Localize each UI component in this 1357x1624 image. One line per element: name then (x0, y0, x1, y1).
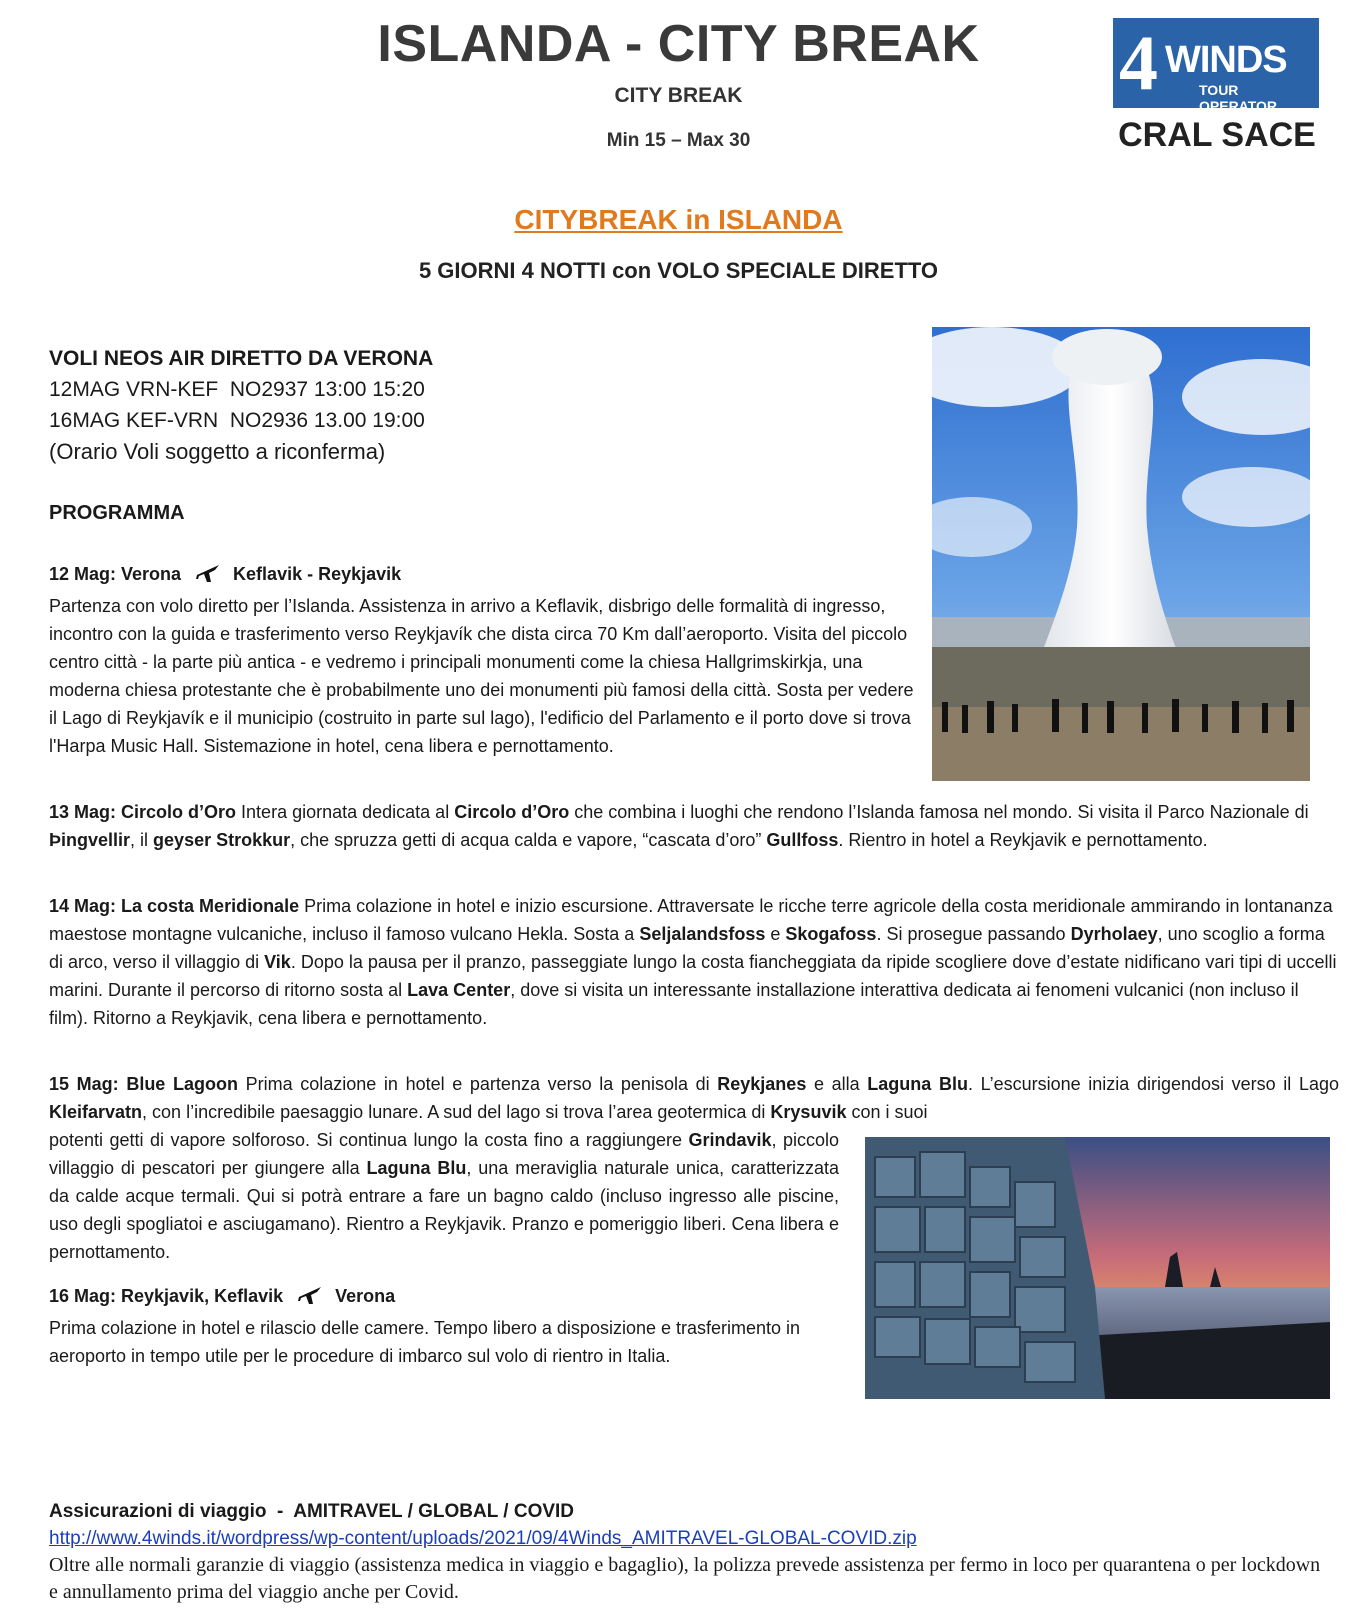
logo-number: 4 (1119, 19, 1158, 106)
day-1-from: 12 Mag: Verona (49, 564, 182, 584)
black-beach-photo (865, 1137, 1330, 1399)
insurance-heading: Assicurazioni di viaggio - AMITRAVEL / GLOBAL / COVID (49, 1501, 575, 1522)
day-4-text: con i suoi (846, 1102, 928, 1122)
day-4-text: . L’escursione inizia dirigendosi verso il Lago (967, 1074, 1339, 1094)
geyser-photo (932, 327, 1310, 781)
day-4-text: , con l’incredibile paesaggio lunare. A sud del lago si trova l’area geotermica di (142, 1102, 771, 1122)
day-4-text: , una meraviglia naturale unica, caratterizzata da calde acque termali. Qui si potrà entrare a fare un bagno caldo (incluso ingresso alle piscine, uso degli spogliatoi e asciugamano). Rientro a Reykjavik. Pranzo e pomeriggio liberi. Cena libera e pernottamento. (49, 1158, 840, 1262)
day-5-from: 16 Mag: Reykjavik, Keflavik (49, 1286, 284, 1306)
day-4-continued (49, 1126, 839, 1266)
day-3-place: Dyrholaey (1070, 924, 1158, 944)
client-name: CRAL SACE (1118, 116, 1316, 154)
participants-range: Min 15 – Max 30 (606, 130, 751, 151)
flights-block (49, 343, 909, 467)
day-2-place: Þingvellir (49, 830, 131, 850)
day-3-place: Seljalandsfoss (639, 924, 766, 944)
day-4-place: Grindavik (688, 1130, 772, 1150)
airplane-icon (297, 1284, 323, 1314)
section-subtitle: 5 GIORNI 4 NOTTI con VOLO SPECIALE DIRETTO (418, 258, 939, 283)
day-4-text: Prima colazione in hotel e partenza verso la penisola di (237, 1074, 718, 1094)
day-3-title: La costa Meridionale (116, 896, 300, 916)
page-subtitle: CITY BREAK (614, 84, 743, 107)
day-5 (49, 1282, 839, 1370)
day-3-place: Skogafoss (785, 924, 877, 944)
day-2-text: , che spruzza getti di acqua calda e vapore, “cascata d’oro” (290, 830, 767, 850)
day-2-title: Circolo d’Oro (116, 802, 237, 822)
day-4-text: e alla (806, 1074, 868, 1094)
day-2-text: Intera giornata dedicata al (236, 802, 455, 822)
day-4-place: Reykjanes (717, 1074, 807, 1094)
logo-tagline: TOUR OPERATOR (1199, 82, 1278, 114)
day-3-text: . Si prosegue passando (876, 924, 1071, 944)
flights-heading: VOLI NEOS AIR DIRETTO DA VERONA (49, 347, 434, 370)
company-logo (1113, 18, 1319, 114)
day-2 (49, 798, 1339, 854)
day-3-place: Vik (264, 952, 291, 972)
flight-outbound: 12MAG VRN-KEF NO2937 13:00 15:20 (49, 378, 425, 401)
day-3 (49, 892, 1339, 1032)
day-2-place: Gullfoss (766, 830, 839, 850)
day-2-text: che combina i luoghi che rendono l’Islanda famosa nel mondo. Si visita il Parco Nazionale di (569, 802, 1309, 822)
day-1 (49, 560, 919, 760)
day-4-date: 15 Mag: (49, 1074, 119, 1094)
day-5-text: Prima colazione in hotel e rilascio delle camere. Tempo libero a disposizione e trasferimento in aeroporto in tempo utile per le procedure di imbarco sul volo di rientro in Italia. (49, 1318, 801, 1366)
day-3-text: Prima colazione in hotel e inizio escursione. Attraversate le ricche terre agricole della costa meridionale ammirando in lontananza maestose montagne vulcaniche, incluso il famoso vulcano Hekla. Sosta a (49, 896, 1333, 944)
section-title: CITYBREAK in ISLANDA (514, 204, 843, 235)
day-4-place: Laguna Blu (366, 1158, 467, 1178)
insurance-link[interactable]: http://www.4winds.it/wordpress/wp-content/uploads/2021/09/4Winds_AMITRAVEL-GLOBAL-COVID.zip (49, 1528, 917, 1549)
day-3-text: , uno scoglio a forma di arco, verso il villaggio di (49, 924, 1325, 972)
day-4-place: Kleifarvatn (49, 1102, 143, 1122)
day-2-place: geyser Strokkur (153, 830, 291, 850)
flight-return: 16MAG KEF-VRN NO2936 13.00 19:00 (49, 409, 425, 432)
day-4-place: Laguna Blu (867, 1074, 968, 1094)
day-4 (49, 1070, 1339, 1126)
day-2-place: Circolo d’Oro (454, 802, 570, 822)
insurance-text: Oltre alle normali garanzie di viaggio (assistenza medica in viaggio e bagaglio), la polizza prevede assistenza per fermo in loco per quarantena o per lockdown e annullamento prima del viaggio anche per Covid. (49, 1554, 1321, 1603)
day-4-text: , piccolo villaggio di pescatori per giungere alla (49, 1130, 839, 1178)
airplane-icon (195, 562, 221, 592)
day-4-text: potenti getti di vapore solforoso. Si continua lungo la costa fino a raggiungere (49, 1130, 689, 1150)
program-heading: PROGRAMMA (49, 502, 185, 524)
logo-brand: WINDS (1165, 39, 1287, 81)
flights-note: (Orario Voli soggetto a riconferma) (49, 439, 386, 464)
day-4-title: Blue Lagoon (118, 1074, 238, 1094)
insurance-block (49, 1498, 1329, 1606)
day-3-text: e (765, 924, 786, 944)
day-2-date: 13 Mag: (49, 802, 117, 822)
day-3-date: 14 Mag: (49, 896, 117, 916)
day-1-text: Partenza con volo diretto per l’Islanda. Assistenza in arrivo a Keflavik, disbrigo delle formalità di ingresso, incontro con la guida e trasferimento verso Reykjavík che dista circa 70 Km dall’aeroporto. Visita del piccolo centro città - la parte più antica - e vedremo i principali monumenti come la chiesa Hallgrimskirkja, una moderna chiesa protestante che è probabilmente uno dei monumenti più famosi della città. Sosta per vedere il Lago di Reykjavík e il municipio (costruito in parte sul lago), l'edificio del Parlamento e il porto dove si trova l'Harpa Music Hall. Sistemazione in hotel, cena libera e pernottamento. (49, 596, 914, 756)
day-2-text: . Rientro in hotel a Reykjavik e pernottamento. (838, 830, 1208, 850)
day-5-to: Verona (335, 1286, 396, 1306)
page-title: ISLANDA - CITY BREAK (377, 15, 980, 73)
day-2-text: , il (130, 830, 154, 850)
day-3-place: Lava Center (407, 980, 511, 1000)
day-3-text: . Dopo la pausa per il pranzo, passeggiate lungo la costa fiancheggiata da ripide scogliere dove d’estate nidificano vari tipi di uccelli marini. Durante il percorso di ritorno sosta al (49, 952, 1337, 1000)
day-1-to: Keflavik - Reykjavik (233, 564, 402, 584)
day-4-place: Krysuvik (770, 1102, 847, 1122)
day-3-text: , dove si visita un interessante installazione interattiva dedicata ai fenomeni vulcanici (non incluso il film). Ritorno a Reykjavik, cena libera e pernottamento. (49, 980, 1299, 1028)
